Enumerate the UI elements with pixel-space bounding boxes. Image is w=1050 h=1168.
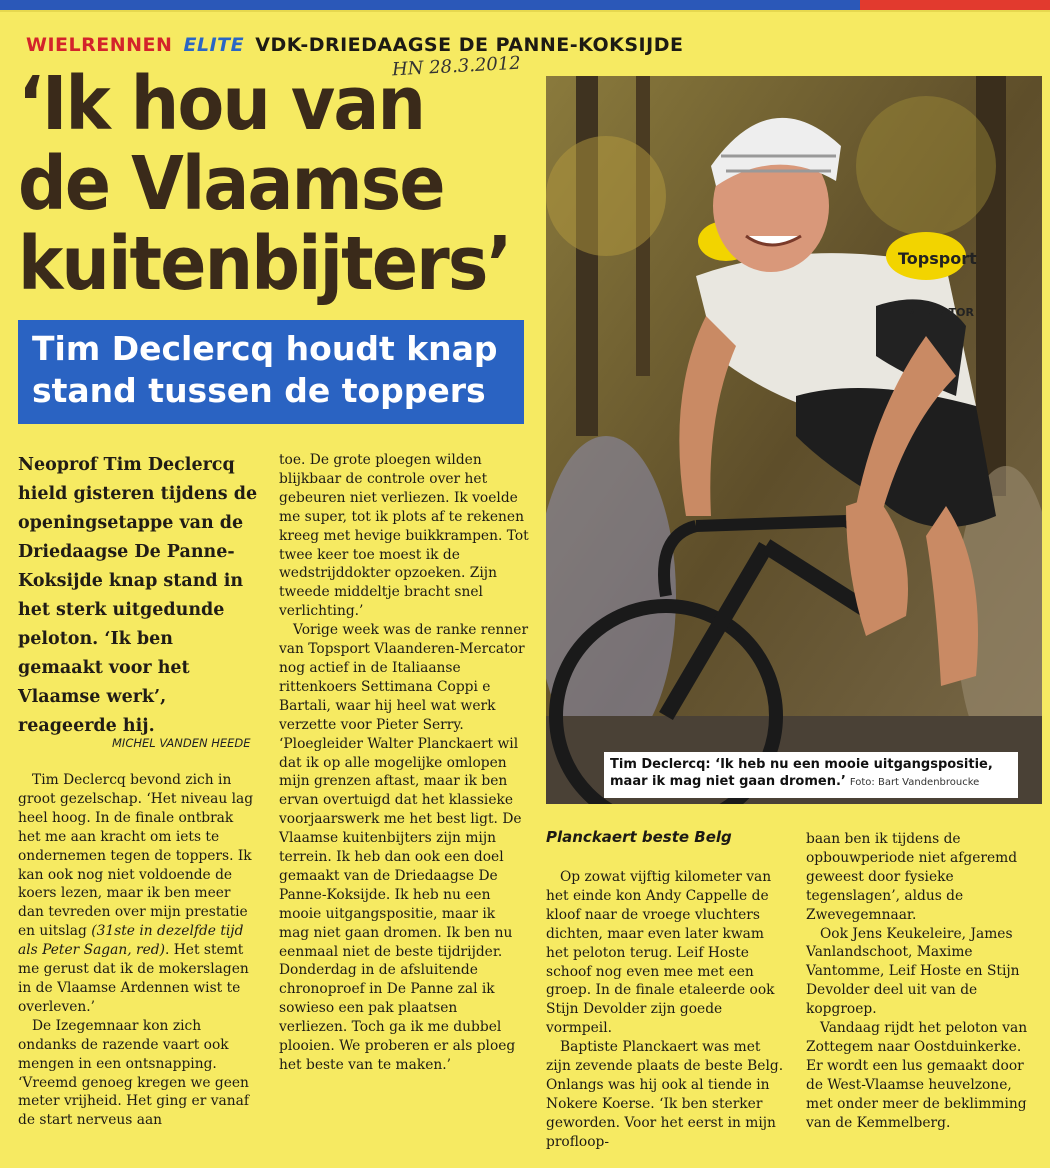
col4-paragraph-1: baan ben ik tijdens de opbouwperiode niet afgeremd geweest door fysieke tegenslagen’, aldus de Zwevegemnaar. [806,831,1018,923]
lead-paragraph: Neoprof Tim Declercq hield gisteren tijdens de openingsetappe van de Driedaagse De Panne-Koksijde knap stand in het sterk uitgedunde peloton. ‘Ik ben gemaakt voor het Vlaamse werk’, reageerde hij. [18,455,258,736]
kicker-event: VDK-DRIEDAAGSE DE PANNE-KOKSIJDE [255,34,684,56]
col4-paragraph-3: Vandaag rijdt het peloton van Zottegem naar Oostduinkerke. Er wordt een lus gemaakt door de West-Vlaamse heuvelzone, met onder meer de beklimming van de Kemmelberg. [806,1020,1028,1131]
article-column-4 [806,830,1042,1133]
subhead-line-2: stand tussen de toppers [32,371,486,410]
col1-p1-italic: (31ste in dezelfde tijd als Peter Sagan, red) [18,923,244,959]
col2-paragraph-1: toe. De grote ploegen wilden blijkbaar de controle over het gebeuren niet verliezen. Ik voelde me super, tot ik plots af te rekenen kreeg met hevige buikkrampen. Tot twee keer toe moest ik de wedstrijddokter opzoeken. Zijn tweede middeltje bracht snel verlichting.’ [279,452,529,620]
cyclist-photo [546,76,1042,804]
headline-line-1: ‘Ik hou van [18,61,425,147]
jersey-mercator-text: MERCATOR [906,306,974,319]
col3-paragraph-1: Op zowat vijftig kilometer van het einde kon Andy Cappelle de kloof naar de vroege vluchters dichten, maar even later kwam het peloton terug. Leif Hoste schoof nog even mee met een groep. In de finale etaleerde ook Stijn Devolder zijn goede vormpeil. [546,869,775,1037]
headline-line-3: kuitenbijters’ [18,221,511,307]
sub-heading: Planckaert beste Belg [546,828,732,846]
jersey-topsport-text: Topsport [898,249,977,268]
col1-p1-text-end: . Het stemt me gerust dat ik de mokerslagen in de Vlaamse Ardennen wist te overleven.’ [18,942,249,1015]
kicker-category: ELITE [183,34,245,56]
article-column-3 [546,868,784,1152]
col1-paragraph-1 [18,771,258,1017]
col1-paragraph-2: De Izegemnaar kon zich ondanks de razende vaart ook mengen in een ontsnapping. ‘Vreemd genoeg kregen we geen meter vrijheid. Het ging er vanaf de start nerveus aan [18,1017,249,1129]
top-bar-red [860,0,1050,10]
cyclist-illustration [546,76,1042,804]
handwritten-date: HN 28.3.2012 [391,52,522,81]
caption-text: Tim Declercq: ‘Ik heb nu een mooie uitgangspositie, maar ik mag niet gaan dromen.’ [610,757,993,789]
top-color-bar [0,0,1050,12]
subheadline-box [18,320,524,424]
photo-credit: Foto: Bart Vandenbroucke [849,777,980,788]
section-kicker [26,34,683,56]
article-column-1 [18,771,258,1130]
article-column-2 [279,451,529,1075]
col3-paragraph-2: Baptiste Planckaert was met zijn zevende plaats de beste Belg. Onlangs was hij ook al tiende in Nokere Koerse. ‘Ik ben sterker geworden. Voor het eerst in mijn profloop- [546,1039,784,1150]
subhead-line-1: Tim Declercq houdt knap [32,329,498,368]
kicker-section: WIELRENNEN [26,34,173,56]
byline: MICHEL VANDEN HEEDE [112,736,251,750]
col4-paragraph-2: Ook Jens Keukeleire, James Vanlandschoot, Maxime Vantomme, Leif Hoste en Stijn Devolder deel uit van de kopgroep. [806,925,1020,1018]
col2-paragraph-2: Vorige week was de ranke renner van Topsport Vlaanderen-Mercator nog actief in de Italiaanse rittenkoers Settimana Coppi e Bartali, waar hij heel wat werk verzette voor Pieter Serry. ‘Ploegleider Walter Planckaert wil dat ik op alle mogelijke omlopen mijn grenzen aftast, maar ik ben ervan overtuigd dat het klassieke voorjaarswerk me het best ligt. De Vlaamse kuitenbijters zijn mijn terrein. Ik heb dan ook een doel gemaakt van de Driedaagse De Panne-Koksijde. Ik heb nu een mooie uitgangspositie, maar ik mag niet gaan dromen. Ik ben nu eenmaal niet de beste tijdrijder. Donderdag in de afsluitende chronoproef in De Panne zal ik sowieso een pak plaatsen verliezen. Toch ga ik me dubbel plooien. We proberen er als ploeg het beste van te maken.’ [279,622,529,1073]
headline-line-2: de Vlaamse [18,141,444,227]
top-bar-blue [0,0,860,10]
col1-p1-text: Tim Declercq bevond zich in groot gezelschap. ‘Het niveau lag heel hoog. In de finale ontbrak het me aan kracht om iets te ondernemen tegen de toppers. Ik kan ook nog niet voldoende de koers lezen, maar ik ben meer dan tevreden over mijn prestatie en uitslag [18,772,254,940]
photo-caption [604,752,1018,798]
